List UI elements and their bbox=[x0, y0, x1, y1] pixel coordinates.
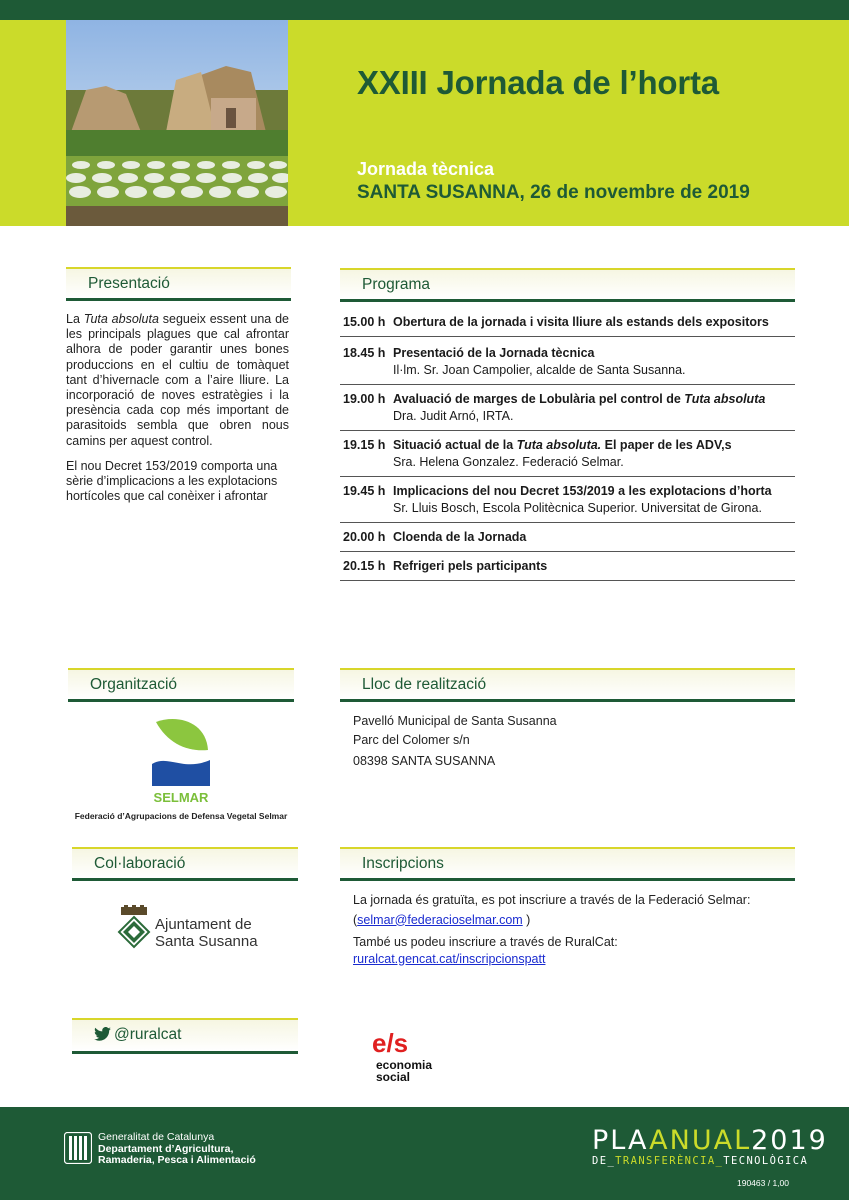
economia-social-text bbox=[376, 1059, 432, 1083]
ajuntament-line1: Ajuntament de bbox=[155, 916, 252, 933]
selmar-email-link[interactable]: selmar@federacioselmar.com bbox=[357, 912, 523, 927]
department-line1: Departament d’Agricultura, bbox=[98, 1142, 234, 1155]
programa-speaker: Sra. Helena Gonzalez. Federació Selmar. bbox=[393, 455, 624, 469]
programa-title: Situació actual de la bbox=[393, 438, 517, 452]
hero-photo bbox=[66, 20, 288, 226]
inscripcions-heading bbox=[340, 847, 795, 881]
inscripcions-email-line bbox=[353, 912, 795, 929]
programa-heading-label: Programa bbox=[362, 276, 431, 293]
programa-item bbox=[340, 308, 795, 337]
programa-title: Avaluació de marges de Lobulària pel control de bbox=[393, 392, 685, 406]
lloc-address bbox=[353, 712, 557, 771]
lloc-venue: Pavelló Municipal de Santa Susanna bbox=[353, 714, 557, 728]
programa-item bbox=[340, 477, 795, 523]
presentacio-heading-label: Presentació bbox=[88, 275, 170, 292]
generalitat-logo-icon bbox=[64, 1132, 92, 1164]
economia-social-mark: e/s bbox=[372, 1028, 409, 1058]
lloc-heading bbox=[340, 668, 795, 702]
generalitat-name: Generalitat de Catalunya bbox=[98, 1131, 215, 1143]
programa-item bbox=[340, 337, 795, 385]
collaboracio-heading-label: Col·laboració bbox=[94, 855, 186, 872]
email-open-paren: ( bbox=[353, 912, 358, 927]
ajuntament-line2: Santa Susanna bbox=[155, 933, 258, 950]
programa-speaker: Dra. Judit Arnó, IRTA. bbox=[393, 409, 514, 423]
twitter-bird-icon bbox=[94, 1027, 111, 1046]
programa-title: Obertura de la jornada i visita lliure als estands dels expositors bbox=[393, 315, 769, 329]
programa-time: 19.15 h bbox=[343, 438, 386, 452]
pla-year: 2019 bbox=[751, 1125, 828, 1156]
programa-title-species: Tuta absoluta. bbox=[516, 438, 602, 452]
organitzacio-heading-label: Organització bbox=[90, 676, 178, 693]
programa-time: 19.45 h bbox=[343, 484, 386, 498]
document-code: 190463 / 1,00 bbox=[737, 1178, 789, 1188]
programa-title-post: El paper de les ADV,s bbox=[601, 438, 732, 452]
programa-time: 15.00 h bbox=[343, 315, 386, 329]
pla-anual-subtitle bbox=[592, 1155, 808, 1167]
programa-title: Refrigeri pels participants bbox=[393, 559, 548, 573]
ruralcat-link[interactable]: ruralcat.gencat.cat/inscripcionspatt bbox=[353, 951, 546, 966]
ajuntament-logo bbox=[117, 905, 262, 957]
inscripcions-text2: També us podeu inscriure a través de RuralCat: bbox=[353, 935, 618, 949]
generalitat-text bbox=[98, 1132, 256, 1167]
presentacio-p1-pre: La bbox=[66, 312, 84, 326]
programa-item bbox=[340, 552, 795, 581]
ajuntament-name bbox=[155, 916, 258, 950]
department-line2: Ramaderia, Pesca i Alimentació bbox=[98, 1154, 256, 1166]
pla-sub-de: DE_ bbox=[592, 1155, 616, 1167]
pla-sub-tecnologica: TECNOLÒGICA bbox=[723, 1155, 809, 1167]
footer bbox=[0, 1107, 849, 1200]
presentacio-p1-species: Tuta absoluta bbox=[83, 312, 159, 326]
presentacio-text bbox=[66, 312, 289, 514]
anual-word: ANUAL bbox=[649, 1125, 752, 1156]
programa-time: 20.00 h bbox=[343, 530, 386, 544]
inscripcions-heading-label: Inscripcions bbox=[362, 855, 444, 872]
event-type: Jornada tècnica bbox=[357, 159, 495, 179]
event-title: XXIII Jornada de l’horta bbox=[357, 64, 719, 101]
presentacio-p1-post: segueix essent una de les principals plagues que cal afrontar alhora de poder garantir unes bones produccions en el cultiu de tomàquet tant d’hivernacle com a l’aire lliure. La incorporació de noves estratègies i la presència cada cop més important de parasitoids sembla que obren nous camins per aquest control. bbox=[66, 312, 289, 448]
lloc-heading-label: Lloc de realització bbox=[362, 676, 487, 693]
pla-sub-transferencia: TRANSFERÈNCIA_ bbox=[615, 1155, 724, 1167]
twitter-heading[interactable] bbox=[72, 1018, 298, 1054]
presentacio-paragraph-2: El nou Decret 153/2019 comporta una sèrie d’implicacions a les explotacions hortícoles que cal conèixer i afrontar bbox=[66, 458, 278, 504]
hero-banner bbox=[0, 20, 849, 226]
lloc-street: Parc del Colomer s/n bbox=[353, 733, 470, 747]
programa-speaker: Il·lm. Sr. Joan Campolier, alcalde de Santa Susanna. bbox=[393, 363, 686, 377]
economia-social-logo bbox=[372, 1026, 462, 1084]
programa-item bbox=[340, 523, 795, 552]
programa-item bbox=[340, 385, 795, 431]
lloc-city: 08398 SANTA SUSANNA bbox=[353, 754, 496, 768]
programa-title-species: Tuta absoluta bbox=[684, 392, 766, 406]
collaboracio-heading bbox=[72, 847, 298, 881]
email-close-paren: ) bbox=[522, 912, 531, 927]
programa-title: Implicacions del nou Decret 153/2019 a les explotacions d’horta bbox=[393, 484, 772, 498]
programa-speaker: Sr. Lluis Bosch, Escola Politècnica Superior. Universitat de Girona. bbox=[393, 501, 762, 515]
presentacio-heading bbox=[66, 267, 291, 301]
programa-time: 19.00 h bbox=[343, 392, 386, 406]
programa-title: Presentació de la Jornada tècnica bbox=[393, 346, 595, 360]
programa-heading bbox=[340, 268, 795, 302]
inscripcions-text bbox=[353, 892, 795, 967]
selmar-logo-text: SELMAR bbox=[153, 790, 209, 805]
programa-title: Cloenda de la Jornada bbox=[393, 530, 527, 544]
economia-social-line2: social bbox=[376, 1070, 411, 1084]
selmar-caption: Federació d’Agrupacions de Defensa Vegetal Selmar bbox=[74, 811, 288, 821]
top-bar bbox=[0, 0, 849, 20]
economia-social-line1: economia bbox=[376, 1058, 433, 1072]
twitter-handle: @ruralcat bbox=[114, 1026, 182, 1043]
programa-list bbox=[340, 308, 795, 581]
programa-item bbox=[340, 431, 795, 477]
programa-time: 18.45 h bbox=[343, 346, 386, 360]
inscripcions-text1: La jornada és gratuïta, es pot inscriure a través de la Federació Selmar: bbox=[353, 893, 751, 907]
organitzacio-heading bbox=[68, 668, 294, 702]
pla-anual-title bbox=[592, 1125, 828, 1156]
presentacio-paragraph-1 bbox=[66, 312, 289, 449]
event-location-date: SANTA SUSANNA, 26 de novembre de 2019 bbox=[357, 182, 750, 203]
selmar-logo bbox=[148, 714, 214, 806]
programa-time: 20.15 h bbox=[343, 559, 386, 573]
pla-word: PLA bbox=[592, 1125, 650, 1156]
